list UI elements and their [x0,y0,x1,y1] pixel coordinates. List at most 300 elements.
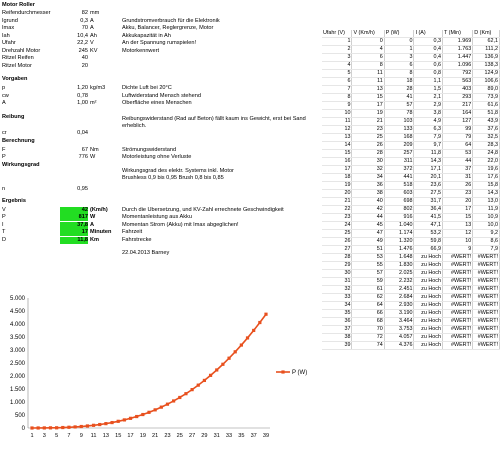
table-cell: 0,3 [414,38,442,46]
table-cell: 8 [352,62,384,70]
table-cell: 2.684 [384,294,414,302]
table-cell: 8 [322,94,352,102]
y-tick-label: 4.000 [9,322,25,328]
table-cell: 2.232 [384,278,414,286]
table-cell: 106,6 [473,78,500,86]
x-tick-label: 9 [79,433,83,439]
table-cell: 23 [442,190,472,198]
table-row [322,230,500,238]
param-desc: Akkukapazität in Ah [122,32,171,39]
param-value: 10,4 [77,32,88,39]
table-cell: #WERT! [473,270,500,278]
table-cell: 18 [322,174,352,182]
x-tick-label: 11 [90,433,97,439]
table-cell: 11,8 [414,150,442,158]
param-value: 70 [81,25,88,31]
result-desc: Fahrstrecke [122,236,152,243]
table-cell: 29 [322,262,352,270]
y-tick-label: 0 [21,426,25,432]
table-cell: #WERT! [442,326,472,334]
x-tick-label: 33 [225,433,233,439]
y-tick-label: 2.500 [9,361,25,367]
table-cell: 17 [352,102,384,110]
table-row [322,118,500,126]
vorgabe-value: 1,20 [77,85,88,91]
table-cell: 44 [352,214,384,222]
table-cell: 1.447 [442,54,472,62]
table-row [322,238,500,246]
table-cell: 28 [352,150,384,158]
data-point [160,406,163,409]
param-label: Drehzahl Motor [2,47,41,54]
x-tick-label: 1 [30,433,34,439]
vorgabe-value: 0,78 [77,92,88,99]
table-row [322,62,500,70]
table-row [322,318,500,326]
table-cell: zu Hoch [414,294,442,302]
table-row [322,78,500,86]
table-cell: 45 [352,222,384,230]
table-cell: 35 [322,310,352,318]
table-cell: 1,1 [414,78,442,86]
table-cell: 17,6 [473,174,500,182]
data-point [184,392,187,395]
table-cell: 28 [384,86,414,94]
table-cell: 2,1 [414,94,442,102]
table-cell: 698 [384,198,414,206]
table-cell: 1.476 [384,246,414,254]
param-label: Ufahr [2,40,16,46]
table-cell: #WERT! [473,334,500,342]
table-cell: 10,9 [473,214,500,222]
table-row [322,190,500,198]
result-value: 11,8 [60,237,88,244]
table-cell: 72 [352,334,384,342]
table-cell: 4.376 [384,342,414,350]
table-cell: 23 [352,126,384,134]
result-unit: (Km/h) [90,206,108,213]
table-row [322,334,500,342]
table-cell: 7 [322,86,352,94]
x-tick-label: 25 [176,433,183,439]
column-header: P (W) [384,30,414,38]
table-cell: 563 [442,78,472,86]
param-unit: Ah [90,32,97,39]
y-tick-label: 3.000 [9,348,25,354]
table-cell: 136,9 [473,54,500,62]
data-point [74,425,77,428]
table-cell: 2.451 [384,286,414,294]
table-cell: #WERT! [442,302,472,310]
table-cell: 1.763 [442,46,472,54]
data-point [209,374,212,377]
data-point [43,426,46,429]
table-cell: 13 [442,222,472,230]
table-cell: 4,9 [414,118,442,126]
table-cell: 9 [322,102,352,110]
table-cell: 11 [352,78,384,86]
table-cell: 2 [322,46,352,54]
table-cell: #WERT! [442,270,472,278]
table-cell: 25 [322,230,352,238]
table-cell: 916 [384,214,414,222]
param-desc: Grundstromverbrauch für die Elektronik [122,17,220,24]
table-cell: 293 [442,94,472,102]
table-cell: 51 [352,246,384,254]
table-cell: 15 [322,150,352,158]
data-point [258,321,261,324]
table-cell: 57 [352,270,384,278]
data-point [110,421,113,424]
data-point [246,336,249,339]
table-cell: 57 [384,102,414,110]
table-cell: 44 [442,158,472,166]
table-cell: 27,5 [414,190,442,198]
table-cell: 16 [322,158,352,166]
vorgabe-label: A [2,100,6,106]
table-row [322,94,500,102]
param-value: 0,3 [80,17,88,24]
calc-value: 67 [81,146,88,153]
table-cell: 17 [322,166,352,174]
x-tick-label: 21 [152,433,159,439]
table-cell: 28,3 [473,142,500,150]
y-tick-label: 2.000 [9,374,25,380]
table-cell: 99 [442,126,472,134]
reibung-label: cr [2,129,7,136]
table-cell: 518 [384,182,414,190]
vorgabe-desc: Oberfläche eines Menschen [122,100,192,106]
table-row [322,38,500,46]
table-cell: 70 [352,326,384,334]
table-cell: 6,3 [414,126,442,134]
param-unit: V [90,40,94,46]
table-cell: zu Hoch [414,318,442,326]
table-row [322,102,500,110]
data-point [197,384,200,387]
table-cell: 24,8 [473,150,500,158]
table-cell: 2.930 [384,302,414,310]
table-cell: 37 [322,326,352,334]
table-cell: 111,2 [473,46,500,54]
table-cell: 603 [384,190,414,198]
table-cell: 31 [442,174,472,182]
x-tick-label: 13 [102,433,110,439]
table-cell: 8,6 [473,238,500,246]
table-cell: 38 [352,190,384,198]
table-cell: 89,0 [473,86,500,94]
table-cell: 4.057 [384,334,414,342]
table-cell: 43,9 [473,118,500,126]
table-cell: #WERT! [442,254,472,262]
table-cell: 19,6 [473,166,500,174]
data-point [141,413,144,416]
table-cell: 103 [384,118,414,126]
table-cell: 6 [352,54,384,62]
table-cell: 7,9 [473,246,500,254]
table-cell: 79 [442,134,472,142]
table-cell: 257 [384,150,414,158]
table-cell: zu Hoch [414,262,442,270]
table-cell: #WERT! [442,278,472,286]
table-row [322,158,500,166]
data-point [67,426,70,429]
table-cell: 59 [352,278,384,286]
data-point [117,420,120,423]
table-row [322,182,500,190]
data-point [234,350,237,353]
param-label: Ritzel Reifen [2,55,34,61]
table-cell: 792 [442,70,472,78]
table-cell: 13 [322,134,352,142]
table-cell: 20 [442,198,472,206]
table-cell: 1.969 [442,38,472,46]
data-point [172,399,175,402]
table-cell: 2.025 [384,270,414,278]
table-cell: 311 [384,158,414,166]
table-cell: 1.648 [384,254,414,262]
vorgabe-unit: m² [90,100,97,106]
table-cell: 127 [442,118,472,126]
param-unit: A [90,25,94,31]
table-cell: 6 [384,62,414,70]
vorgabe-desc: Luftwiderstand Mensch stehend [122,92,201,99]
table-cell: 24 [322,222,352,230]
table-cell: 1,5 [414,86,442,94]
data-point [37,426,40,429]
result-label: P [2,214,6,220]
table-cell: 47 [352,230,384,238]
table-cell: 25 [352,134,384,142]
x-tick-label: 19 [139,433,146,439]
table-cell: 62 [352,294,384,302]
table-cell: 0,8 [414,70,442,78]
param-desc: Motorkennwert [122,47,159,54]
table-cell: #WERT! [473,302,500,310]
y-tick-label: 500 [14,413,25,419]
table-cell: 27 [322,246,352,254]
signature: 22.04.2013 Barney [122,250,170,256]
section-ergebnis: Ergebnis [2,197,26,204]
table-cell: 1.174 [384,230,414,238]
table-cell: 14 [322,142,352,150]
calc-label: P [2,154,6,160]
table-cell: 0,6 [414,62,442,70]
vorgabe-label: p [2,85,6,91]
calc-unit: W [90,154,96,160]
data-point [203,379,206,382]
table-cell: 36 [322,318,352,326]
table-cell: #WERT! [473,262,500,270]
table-cell: 0 [352,38,384,46]
param-label: Reifendurchmesser [2,10,51,16]
table-cell: 53 [352,254,384,262]
table-row [322,326,500,334]
table-cell: 11 [352,70,384,78]
table-cell: 13,0 [473,198,500,206]
table-cell: #WERT! [473,286,500,294]
table-cell: #WERT! [473,294,500,302]
table-row [322,278,500,286]
table-cell: #WERT! [442,294,472,302]
data-point [147,411,150,414]
table-cell: zu Hoch [414,254,442,262]
column-header: V (Km/h) [352,30,384,38]
table-cell: 11 [322,118,352,126]
table-cell: zu Hoch [414,310,442,318]
data-point [55,426,58,429]
table-cell: 5 [322,70,352,78]
param-value: 245 [78,47,88,54]
table-cell: 802 [384,206,414,214]
table-cell: zu Hoch [414,334,442,342]
table-cell: 41 [384,94,414,102]
table-cell: 74 [352,342,384,350]
table-cell: 26 [442,182,472,190]
calc-unit: Nm [90,146,99,153]
table-cell: 138,3 [473,62,500,70]
table-cell: 32 [352,166,384,174]
table-cell: 9,2 [473,230,500,238]
data-point [264,313,267,316]
table-cell: 15,8 [473,182,500,190]
column-header: T (Min) [442,30,472,38]
table-row [322,254,500,262]
y-tick-label: 1.500 [9,387,25,393]
table-cell: 3 [322,54,352,62]
table-cell: 7,9 [414,134,442,142]
data-table [322,30,500,350]
table-cell: 12 [442,230,472,238]
data-point [154,408,157,411]
calc-label: F [2,146,6,153]
table-header-row [322,30,500,38]
x-tick-label: 29 [201,433,208,439]
param-label: Ritzel Motor [2,62,32,69]
column-header: I (A) [414,30,442,38]
table-cell: 36,4 [414,206,442,214]
data-point [252,329,255,332]
table-cell: 61,6 [473,102,500,110]
y-tick-label: 5.000 [9,296,25,302]
table-cell: 53,2 [414,230,442,238]
table-cell: 40 [352,198,384,206]
data-point [178,396,181,399]
x-tick-label: 39 [262,433,270,439]
table-cell: 1 [384,46,414,54]
table-cell: 10,0 [473,222,500,230]
vorgabe-value: 1,00 [77,100,88,106]
table-cell: 21 [322,198,352,206]
table-cell: 372 [384,166,414,174]
table-cell: 22,0 [473,158,500,166]
result-value: 37,8 [60,222,88,229]
table-cell: 168 [384,134,414,142]
section-berechnung: Berechnung [2,137,35,144]
data-point [92,424,95,427]
result-value: 817 [60,214,88,221]
table-row [322,222,500,230]
table-cell: 1.040 [384,222,414,230]
table-cell: #WERT! [473,310,500,318]
table-cell: 66 [352,310,384,318]
table-cell: 9 [442,246,472,254]
table-cell: 1 [322,38,352,46]
param-label: Imax [2,25,15,31]
x-tick-label: 35 [238,433,245,439]
vorgabe-label: cw [2,92,9,99]
column-header: Ufahr (V) [322,30,352,38]
data-point [61,426,64,429]
table-cell: 12 [322,126,352,134]
param-unit: mm [90,10,100,16]
table-cell: 31 [322,278,352,286]
table-cell: 32,5 [473,134,500,142]
table-cell: 1.320 [384,238,414,246]
table-cell: #WERT! [442,286,472,294]
table-cell: 41,5 [414,214,442,222]
table-cell: 124,9 [473,70,500,78]
result-label: D [2,236,7,243]
table-cell: 68 [352,318,384,326]
table-cell: 3 [384,54,414,62]
table-row [322,86,500,94]
table-cell: 47,1 [414,222,442,230]
table-cell: 34 [352,174,384,182]
data-point [80,425,83,428]
table-cell: 15 [352,94,384,102]
data-point [129,417,132,420]
table-cell: 0,4 [414,46,442,54]
table-cell: 10 [442,238,472,246]
column-header: D (Km) [473,30,500,38]
param-desc: An der Spannung rumspielen! [122,40,197,46]
data-point [240,343,243,346]
table-cell: 217 [442,102,472,110]
table-row [322,310,500,318]
table-row [322,142,500,150]
data-point [49,426,52,429]
table-cell: 37 [442,166,472,174]
table-cell: 17 [442,206,472,214]
param-unit: KV [90,47,98,54]
table-row [322,126,500,134]
table-cell: 36 [352,182,384,190]
table-row [322,206,500,214]
table-row [322,262,500,270]
table-cell: #WERT! [473,254,500,262]
table-cell: 20,1 [414,174,442,182]
table-cell: 9,7 [414,142,442,150]
table-cell: 33 [322,294,352,302]
result-desc: Momentanleistung aus Akku [122,214,192,220]
table-cell: zu Hoch [414,302,442,310]
table-cell: #WERT! [442,310,472,318]
table-cell: 0,4 [414,54,442,62]
table-cell: 19 [352,110,384,118]
table-cell: 15 [442,214,472,222]
table-row [322,270,500,278]
table-cell: 42 [352,206,384,214]
table-row [322,214,500,222]
y-tick-label: 4.500 [9,309,25,315]
param-value: 40 [81,55,88,61]
result-unit: A [90,221,95,228]
result-desc: Momentan Strom (Akku) mit Imax abgeglichen! [122,221,239,228]
y-tick-label: 3.500 [9,335,25,341]
table-cell: 2,9 [414,102,442,110]
legend-label: P (W) [292,370,308,376]
